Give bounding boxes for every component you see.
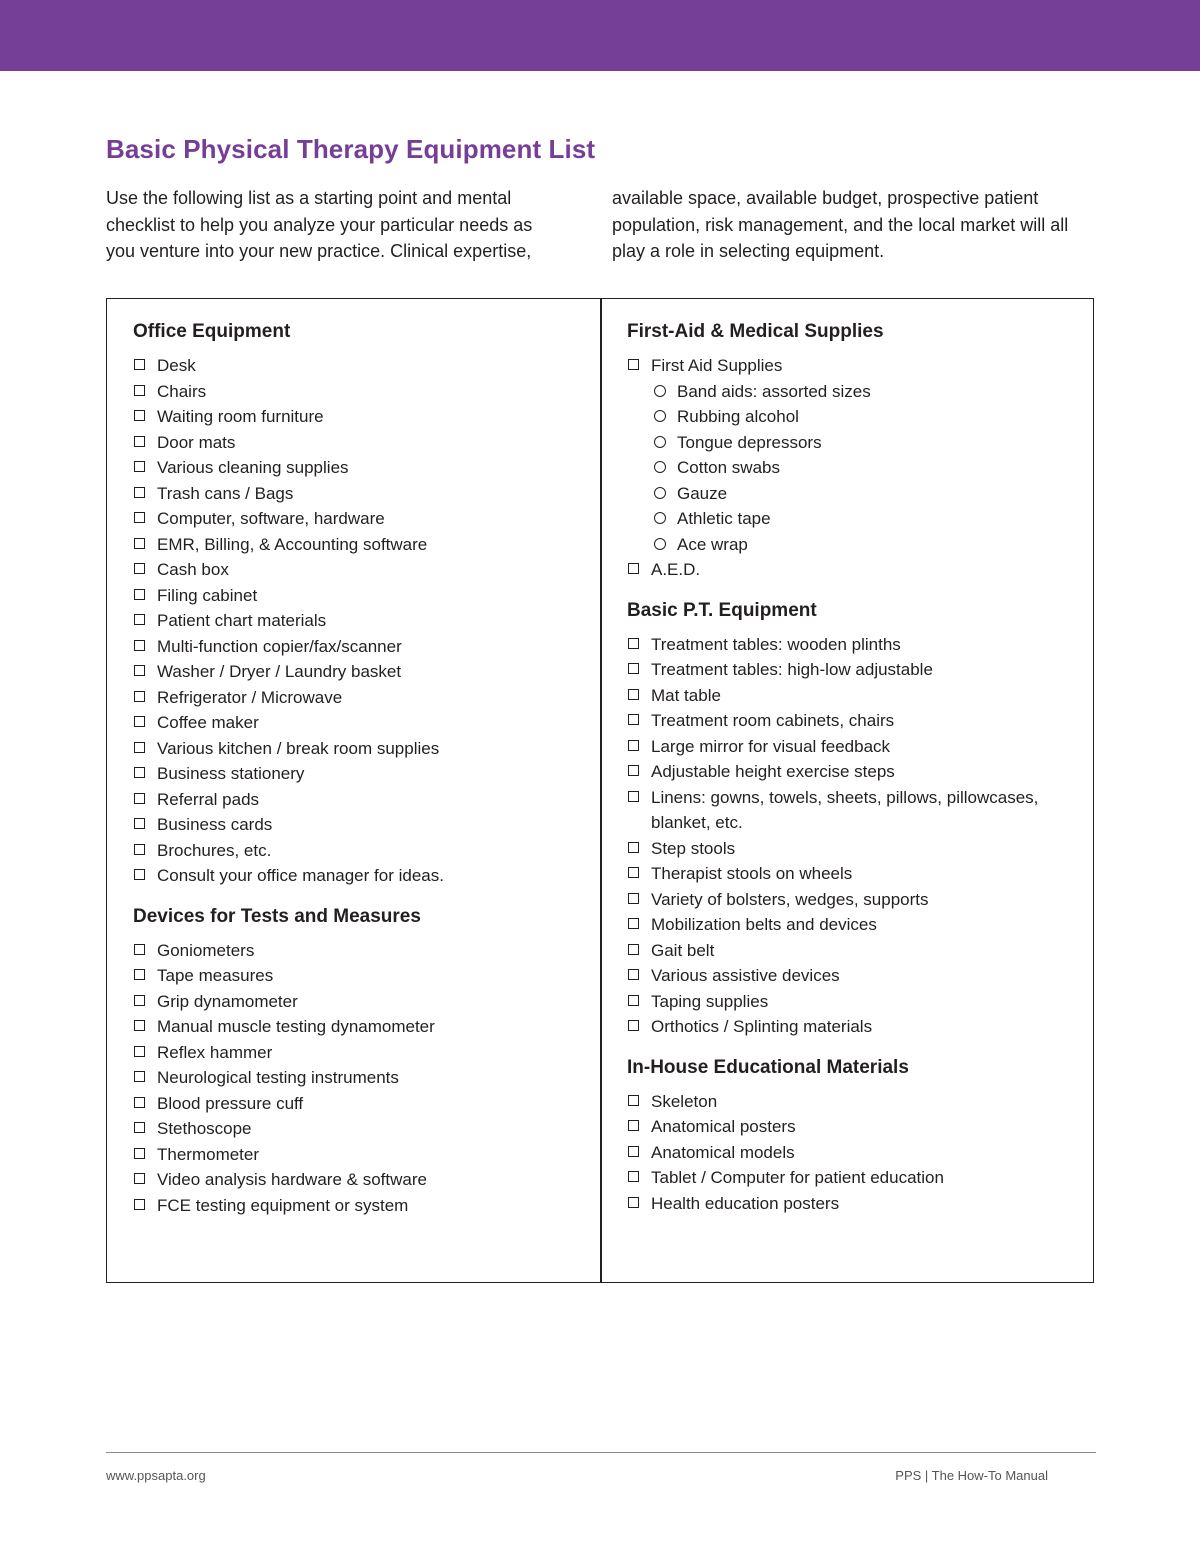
checklist-item (627, 861, 1077, 887)
checkbox-icon[interactable] (628, 740, 639, 751)
checklist-item-label: Neurological testing instruments (157, 1068, 399, 1087)
checklist-item (627, 989, 1077, 1015)
checklist-item-label: Brochures, etc. (157, 840, 272, 860)
checkbox-icon[interactable] (628, 1171, 639, 1182)
checklist-item (627, 1014, 1077, 1040)
office-equipment-list (133, 353, 583, 889)
checklist-item (133, 506, 583, 532)
checklist-item-label: Chairs (157, 381, 207, 401)
checklist-item (133, 761, 583, 787)
circle-bullet-icon (654, 385, 666, 397)
checklist-subitem (653, 506, 1077, 532)
checklist-item-label: Various kitchen / break room supplies (157, 738, 440, 758)
checkbox-icon[interactable] (134, 1020, 145, 1031)
checklist-item-label: Various cleaning supplies (157, 458, 349, 477)
checklist-subitem (653, 481, 1077, 507)
checklist-item-label: Thermometer (157, 1144, 260, 1164)
checkbox-icon[interactable] (134, 640, 145, 651)
checklist-item-label: Cotton swabs (677, 458, 780, 477)
checklist-item-label: Desk (157, 356, 196, 375)
checklist-item (133, 404, 583, 430)
checklist-item-label: First Aid Supplies (651, 356, 783, 375)
checklist-item (133, 634, 583, 660)
checklist-item-label: Variety of bolsters, wedges, supports (651, 889, 929, 909)
checkbox-icon[interactable] (628, 1197, 639, 1208)
circle-bullet-icon (654, 410, 666, 422)
section-heading-basic-pt: Basic P.T. Equipment (627, 599, 817, 621)
devices-list (133, 938, 583, 1219)
checklist-item (133, 1014, 583, 1040)
checklist-item (133, 481, 583, 507)
checkbox-icon[interactable] (134, 716, 145, 727)
checkbox-icon[interactable] (628, 1020, 639, 1031)
checklist-item-label: Adjustable height exercise steps (651, 762, 895, 781)
checklist-item-label: Referral pads (157, 789, 260, 809)
column-divider (600, 299, 602, 1282)
checklist-subitem (653, 379, 1077, 405)
footer-website: www.ppsapta.org (106, 1468, 206, 1483)
checklist-item (627, 1165, 1077, 1191)
checklist-item-label: Computer, software, hardware (157, 509, 385, 528)
checklist-item (133, 532, 583, 558)
checkbox-icon[interactable] (628, 765, 639, 776)
checklist-item-label: Various assistive devices (651, 966, 840, 985)
checkbox-icon[interactable] (134, 995, 145, 1006)
checklist-item-label: Refrigerator / Microwave (157, 687, 343, 707)
checklist-item-label: Mat table (651, 685, 721, 705)
checklist-item-label: Step stools (651, 838, 736, 858)
checklist-item (627, 734, 1077, 760)
checklist-item-label: Manual muscle testing dynamometer (157, 1017, 435, 1036)
checklist-item-label: Business stationery (157, 764, 305, 783)
circle-bullet-icon (654, 512, 666, 524)
checklist-item-label: Gait belt (651, 940, 715, 960)
checklist-item (133, 989, 583, 1015)
checklist-item (133, 1193, 583, 1219)
checklist-subitem (653, 532, 1077, 558)
checklist-item-label: EMR, Billing, & Accounting software (157, 534, 428, 554)
checkbox-icon[interactable] (134, 1173, 145, 1184)
checkbox-icon[interactable] (134, 844, 145, 855)
checkbox-icon[interactable] (134, 487, 145, 498)
checkbox-icon[interactable] (628, 714, 639, 725)
checklist-item-label: Door mats (157, 432, 236, 452)
checkbox-icon[interactable] (628, 969, 639, 980)
checklist-subitem (653, 404, 1077, 430)
checklist-item-label: Consult your office manager for ideas. (157, 866, 444, 885)
checkbox-icon[interactable] (628, 842, 639, 853)
footer-divider (106, 1452, 1096, 1453)
checklist-item (627, 836, 1077, 862)
checklist-item (133, 685, 583, 711)
circle-bullet-icon (654, 436, 666, 448)
checklist-item-label: Tongue depressors (677, 432, 822, 452)
checkbox-icon[interactable] (134, 538, 145, 549)
checkbox-icon[interactable] (628, 563, 639, 574)
checkbox-icon[interactable] (134, 1199, 145, 1210)
checklist-item (133, 379, 583, 405)
checklist-item-label: Tablet / Computer for patient education (651, 1168, 944, 1187)
checklist-item-label: FCE testing equipment or system (157, 1195, 409, 1215)
checklist-item-label: Gauze (677, 483, 728, 503)
checklist-item (133, 838, 583, 864)
checklist-item-label: Cash box (157, 560, 229, 579)
checklist-item (133, 430, 583, 456)
checklist-item-label: Waiting room furniture (157, 407, 324, 426)
checkbox-icon[interactable] (134, 436, 145, 447)
checkbox-icon[interactable] (134, 869, 145, 880)
checklist-item (133, 455, 583, 481)
checkbox-icon[interactable] (628, 867, 639, 878)
checkbox-icon[interactable] (628, 995, 639, 1006)
checkbox-icon[interactable] (134, 614, 145, 625)
checklist-item-label: Multi-function copier/fax/scanner (157, 636, 402, 656)
checklist-item-label: Reflex hammer (157, 1042, 273, 1062)
checklist-item-label: Treatment tables: high-low adjustable (651, 660, 933, 679)
checklist-item-label: Filing cabinet (157, 585, 258, 605)
checklist-item-label: Skeleton (651, 1091, 718, 1111)
checklist-item (627, 557, 1077, 583)
checklist-item (627, 1114, 1077, 1140)
checklist-item-label: Blood pressure cuff (157, 1093, 304, 1113)
checklist-item-label: Treatment room cabinets, chairs (651, 711, 895, 730)
checklist-item (133, 1142, 583, 1168)
checkbox-icon[interactable] (628, 893, 639, 904)
checklist-subitem (653, 430, 1077, 456)
checkbox-icon[interactable] (134, 1148, 145, 1159)
section-heading-devices: Devices for Tests and Measures (133, 905, 421, 927)
checklist-item (133, 1065, 583, 1091)
checklist-item (627, 1140, 1077, 1166)
circle-bullet-icon (654, 487, 666, 499)
checkbox-icon[interactable] (628, 663, 639, 674)
checklist-item-label: Tape measures (157, 966, 274, 985)
checklist-item-label: Stethoscope (157, 1119, 252, 1138)
checklist-item (133, 557, 583, 583)
checkbox-icon[interactable] (628, 689, 639, 700)
checkbox-icon[interactable] (134, 461, 145, 472)
checklist-item (627, 785, 1077, 836)
checkbox-icon[interactable] (134, 1097, 145, 1108)
checkbox-icon[interactable] (134, 767, 145, 778)
checkbox-icon[interactable] (134, 410, 145, 421)
checklist-item-label: Treatment tables: wooden plinths (651, 634, 901, 654)
checkbox-icon[interactable] (134, 691, 145, 702)
first-aid-sublist (627, 379, 1077, 558)
checklist-item (133, 1116, 583, 1142)
checklist-item (133, 736, 583, 762)
checklist-item-label: Anatomical models (651, 1142, 795, 1162)
checklist-item-label: Band aids: assorted sizes (677, 381, 871, 401)
checkbox-icon[interactable] (134, 589, 145, 600)
checklist-subitem (653, 455, 1077, 481)
checkbox-icon[interactable] (134, 742, 145, 753)
checkbox-icon[interactable] (134, 385, 145, 396)
section-heading-education: In-House Educational Materials (627, 1056, 909, 1078)
checkbox-icon[interactable] (134, 793, 145, 804)
checklist-item (133, 1167, 583, 1193)
intro-text-right: available space, available budget, prospective patient population, risk management, and the local market will all play a role in selecting equipment. (612, 188, 1069, 261)
checklist-item (627, 938, 1077, 964)
checklist-item-label: A.E.D. (651, 560, 701, 579)
checkbox-icon[interactable] (134, 1122, 145, 1133)
checklist-item (627, 683, 1077, 709)
checklist-item-label: Business cards (157, 815, 273, 834)
header-band (0, 0, 1200, 71)
checkbox-icon[interactable] (134, 944, 145, 955)
checkbox-icon[interactable] (628, 1146, 639, 1157)
circle-bullet-icon (654, 538, 666, 550)
checklist-item-label: Goniometers (157, 940, 255, 960)
checklist-item-label: Linens: gowns, towels, sheets, pillows, pillowcases, blanket, etc. (651, 787, 1039, 832)
footer-publication: PPS | The How-To Manual (895, 1468, 1048, 1483)
intro-text-left: Use the following list as a starting point and mental checklist to help you analyze your particular needs as you venture into your new practice. Clinical expertise, (106, 188, 533, 261)
checklist-item-label: Taping supplies (651, 991, 769, 1011)
checklist-item-label: Grip dynamometer (157, 991, 298, 1011)
checklist-item (133, 938, 583, 964)
checklist-item (133, 608, 583, 634)
checkbox-icon[interactable] (134, 359, 145, 370)
aed-list (627, 557, 1077, 583)
checklist-item (627, 1191, 1077, 1217)
checklist-item (627, 963, 1077, 989)
checklist-item (133, 583, 583, 609)
left-column (133, 317, 583, 1218)
checklist-item-label: Mobilization belts and devices (651, 915, 877, 934)
checklist-item (627, 887, 1077, 913)
checklist-item-label: Therapist stools on wheels (651, 864, 853, 883)
checkbox-icon[interactable] (628, 944, 639, 955)
equipment-checklist-box (106, 298, 1094, 1283)
checklist-item (133, 812, 583, 838)
checklist-item-label: Patient chart materials (157, 611, 327, 630)
checklist-item-label: Ace wrap (677, 534, 748, 554)
checklist-item-label: Video analysis hardware & software (157, 1170, 427, 1189)
checklist-item (133, 963, 583, 989)
first-aid-list (627, 353, 1077, 379)
checklist-item-label: Washer / Dryer / Laundry basket (157, 662, 402, 681)
checklist-item (627, 759, 1077, 785)
checklist-item (133, 863, 583, 889)
checklist-item (133, 1040, 583, 1066)
checklist-item (627, 708, 1077, 734)
checklist-item-label: Athletic tape (677, 509, 771, 528)
checklist-item (627, 632, 1077, 658)
checkbox-icon[interactable] (134, 1046, 145, 1057)
checklist-item-label: Rubbing alcohol (677, 407, 799, 426)
checkbox-icon[interactable] (134, 512, 145, 523)
checklist-item-label: Orthotics / Splinting materials (651, 1017, 873, 1036)
right-column (627, 317, 1077, 1216)
checkbox-icon[interactable] (134, 665, 145, 676)
circle-bullet-icon (654, 461, 666, 473)
checklist-item (627, 912, 1077, 938)
checklist-item-label: Health education posters (651, 1193, 840, 1213)
checklist-item (133, 1091, 583, 1117)
checklist-item (133, 710, 583, 736)
checklist-item (133, 353, 583, 379)
checklist-item (133, 659, 583, 685)
checkbox-icon[interactable] (628, 1120, 639, 1131)
education-list (627, 1089, 1077, 1217)
checkbox-icon[interactable] (628, 638, 639, 649)
page-title: Basic Physical Therapy Equipment List (106, 134, 596, 164)
checklist-item (627, 353, 1077, 379)
checklist-item-label: Anatomical posters (651, 1117, 796, 1136)
checklist-item (627, 1089, 1077, 1115)
checklist-item (627, 657, 1077, 683)
checkbox-icon[interactable] (628, 791, 639, 802)
section-heading-office: Office Equipment (133, 321, 291, 342)
basic-pt-list (627, 632, 1077, 1040)
section-heading-first-aid: First-Aid & Medical Supplies (627, 321, 884, 342)
checkbox-icon[interactable] (628, 1095, 639, 1106)
checkbox-icon[interactable] (134, 818, 145, 829)
checkbox-icon[interactable] (134, 1071, 145, 1082)
checklist-item-label: Trash cans / Bags (157, 483, 294, 503)
checkbox-icon[interactable] (628, 918, 639, 929)
checkbox-icon[interactable] (628, 359, 639, 370)
checklist-item-label: Coffee maker (157, 713, 259, 732)
checkbox-icon[interactable] (134, 969, 145, 980)
checkbox-icon[interactable] (134, 563, 145, 574)
checklist-item (133, 787, 583, 813)
checklist-item-label: Large mirror for visual feedback (651, 736, 891, 756)
